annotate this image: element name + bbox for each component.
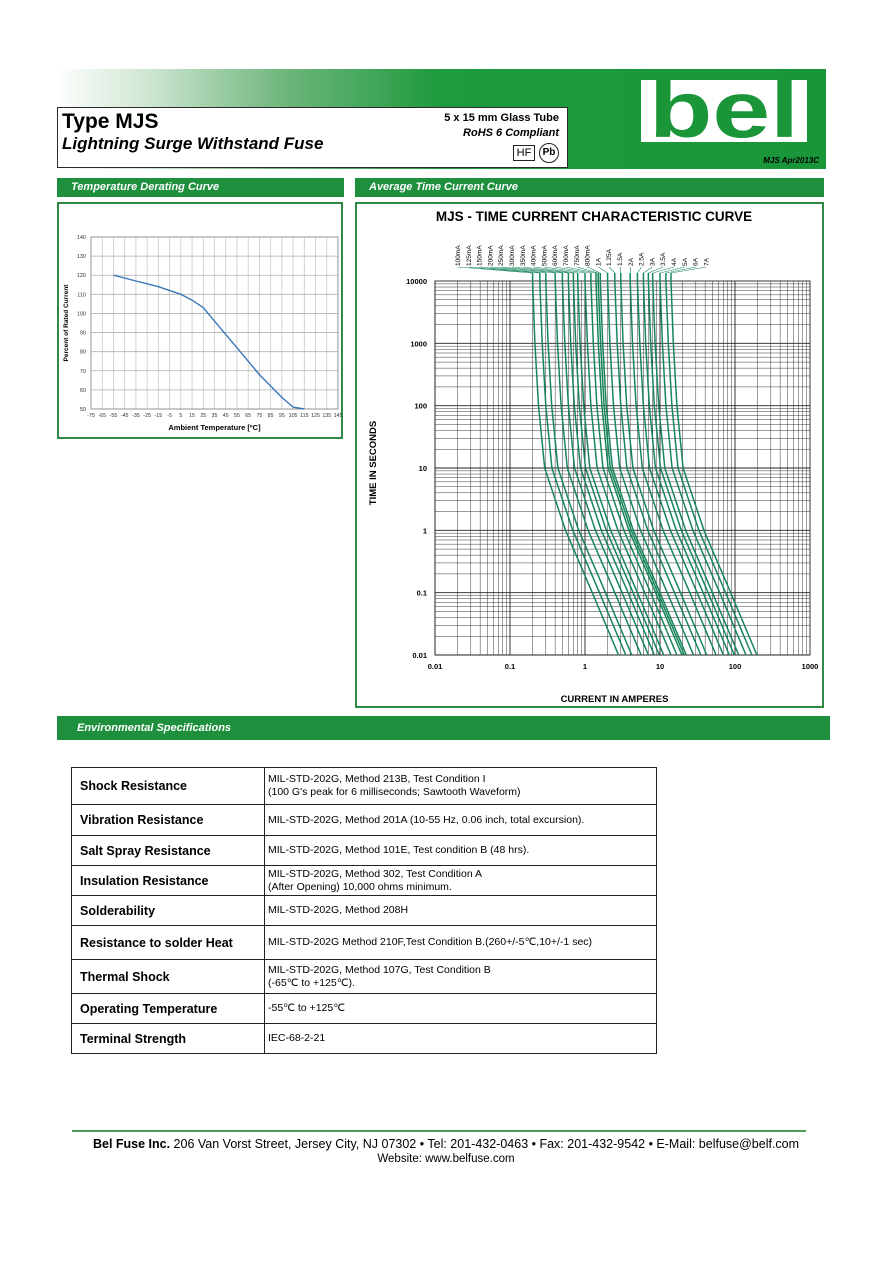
bel-logo-text: bel: [649, 65, 799, 154]
tc-x-tick-label: 10: [655, 662, 665, 671]
spec-value: [265, 896, 657, 926]
tc-rating-label: 300mA: [509, 245, 516, 266]
derating-x-tick-label: 115: [300, 413, 309, 419]
tc-rating-label: 500mA: [541, 245, 549, 266]
spec-name: Terminal Strength: [72, 1024, 265, 1054]
tc-rating-label: 1A: [595, 258, 603, 266]
bel-logo: [641, 65, 807, 154]
spec-name: Solderability: [72, 896, 265, 926]
tc-x-tick-label: 100: [728, 662, 742, 671]
spec-row: [72, 896, 657, 926]
derating-y-tick-label: 80: [79, 349, 86, 356]
tc-rating-label: 800mA: [584, 245, 592, 266]
spec-value-line: IEC-68-2-21: [268, 1032, 326, 1044]
tc-label-leader: [671, 267, 706, 273]
derating-x-tick-label: -25: [143, 413, 151, 419]
spec-value: [265, 960, 657, 994]
spec-value-line: MIL-STD-202G, Method 101E, Test condition B (48 hrs).: [268, 844, 530, 856]
spec-value-line: MIL-STD-202G, Method 107G, Test Condition B: [268, 963, 491, 976]
tc-x-tick-label: 1000: [801, 662, 819, 671]
footer-website[interactable]: Website: www.belfuse.com: [377, 1153, 515, 1165]
spec-value: [265, 836, 657, 866]
spec-value-line: (After Opening) 10,000 ohms minimum.: [268, 880, 452, 893]
spec-row: [72, 926, 657, 960]
tc-label-leader: [620, 267, 621, 273]
rohs-compliance: RoHS 6 Compliant: [463, 127, 559, 139]
derating-y-tick-label: 90: [79, 330, 86, 337]
tc-y-tick-label: 100: [414, 401, 427, 411]
derating-x-tick-label: -75: [87, 413, 95, 419]
tc-y-tick-label: 10: [418, 464, 427, 473]
derating-x-tick-label: -5: [167, 413, 172, 419]
spec-row: [72, 836, 657, 866]
derating-x-tick-label: -45: [120, 413, 129, 419]
tc-rating-label: 250mA: [498, 245, 506, 266]
tc-x-tick-label: 0.1: [504, 662, 516, 671]
tc-label-leader: [609, 267, 615, 273]
tc-y-tick-label: 0.01: [412, 651, 427, 660]
derating-chart-frame: [57, 202, 343, 439]
tc-rating-label: 125mA: [465, 245, 473, 266]
tc-y-tick-label: 0.1: [416, 588, 427, 598]
spec-name: Thermal Shock: [72, 960, 265, 994]
derating-curve: [114, 275, 305, 409]
spec-value-line: MIL-STD-202G, Method 201A (10-55 Hz, 0.06 inch, total excursion).: [268, 813, 585, 826]
tc-y-axis-label: TIME IN SECONDS: [368, 420, 379, 506]
derating-x-tick-label: 55: [234, 413, 240, 419]
tc-curve-3A: [643, 273, 729, 655]
derating-x-tick-label: 65: [245, 413, 252, 419]
footer-company: Bel Fuse Inc.: [92, 1137, 171, 1151]
derating-x-tick-label: 135: [322, 413, 332, 419]
tc-rating-label: 150mA: [476, 245, 484, 266]
derating-x-tick-label: 95: [278, 413, 285, 419]
tc-rating-label: 5A: [681, 258, 689, 266]
tc-label-leader: [630, 267, 631, 273]
tc-rating-label: 1.5A: [617, 252, 624, 266]
tc-rating-label: 3.5A: [660, 252, 668, 266]
spec-value: [265, 805, 657, 836]
tc-rating-label: 6A: [692, 258, 700, 266]
spec-value-line: MIL-STD-202G, Method 213B, Test Condition I: [268, 773, 486, 785]
document-code: MJS Apr2013C: [763, 156, 819, 165]
page-subtitle: Lightning Surge Withstand Fuse: [62, 134, 324, 153]
footer-tel: • Tel: 201-432-0463: [419, 1137, 532, 1151]
spec-value: [265, 866, 657, 896]
spec-row: [72, 866, 657, 896]
derating-x-tick-label: -55: [109, 413, 118, 419]
spec-row: [72, 768, 657, 805]
derating-x-tick-label: 25: [200, 413, 207, 419]
tc-label-leader: [598, 267, 607, 273]
spec-row: [72, 994, 657, 1024]
time-current-chart: [357, 204, 822, 706]
derating-y-tick-label: 50: [79, 407, 86, 413]
tc-rating-label: 700mA: [563, 245, 570, 266]
tc-rating-label: 400mA: [530, 245, 538, 266]
spec-value-line: MIL-STD-202G, Method 208H: [268, 904, 409, 916]
spec-value: [265, 768, 657, 805]
hf-badge: HF: [513, 145, 535, 161]
spec-row: [72, 805, 657, 836]
spec-value-line: (100 G's peak for 6 milliseconds; Sawtooth Waveform): [268, 786, 521, 798]
tc-rating-label: 200mA: [487, 245, 495, 266]
derating-y-axis-label: Percent of Rated Current: [63, 284, 70, 362]
derating-y-tick-label: 100: [76, 311, 86, 318]
spec-name: Shock Resistance: [72, 768, 265, 805]
footer-fax: • Fax: 201-432-9542: [531, 1137, 649, 1151]
spec-value: [265, 1024, 657, 1054]
spec-name: Salt Spray Resistance: [72, 836, 265, 866]
footer-email[interactable]: • E-Mail: belfuse@belf.com: [648, 1137, 800, 1151]
spec-row: [72, 1024, 657, 1054]
section-derating-title: Temperature Derating Curve: [57, 178, 344, 197]
tc-x-tick-label: 0.01: [427, 662, 443, 671]
spec-value-line: -55℃ to +125℃: [268, 1002, 346, 1014]
derating-y-tick-label: 60: [79, 387, 86, 394]
derating-y-tick-label: 70: [79, 368, 86, 375]
tc-rating-label: 1.25A: [606, 249, 614, 266]
derating-x-tick-label: -35: [132, 413, 140, 419]
derating-x-tick-label: 145: [333, 413, 343, 419]
tc-y-tick-label: 1000: [410, 339, 427, 349]
footer-contact: [0, 1137, 892, 1151]
derating-x-tick-label: 75: [256, 413, 263, 419]
footer-address: 206 Van Vorst Street, Jersey City, NJ 07302: [170, 1137, 420, 1151]
tc-y-tick-label: 10000: [406, 277, 427, 286]
derating-chart: [59, 204, 341, 437]
tc-curve-125mA: [540, 273, 626, 655]
derating-x-tick-label: 15: [189, 413, 195, 419]
tc-rating-label: 350mA: [519, 245, 527, 266]
derating-y-tick-label: 110: [77, 292, 86, 299]
tube-spec: 5 x 15 mm Glass Tube: [444, 112, 559, 124]
derating-y-tick-label: 130: [76, 254, 86, 261]
tc-label-leader: [637, 267, 641, 273]
section-environmental-title: Environmental Specifications: [57, 716, 830, 740]
spec-name: Resistance to solder Heat: [72, 926, 265, 960]
tc-rating-label: 2A: [627, 258, 635, 266]
derating-x-tick-label: -15: [154, 413, 163, 419]
derating-x-axis-label: Ambient Temperature [ºC]: [168, 423, 261, 432]
derating-y-tick-label: 140: [76, 235, 86, 241]
spec-value: [265, 926, 657, 960]
tc-x-tick-label: 1: [582, 662, 588, 671]
spec-name: Operating Temperature: [72, 994, 265, 1024]
tc-rating-label: 100mA: [455, 245, 462, 266]
spec-value-line: MIL-STD-202G, Method 302, Test Condition A: [268, 867, 482, 880]
section-time-current-title: Average Time Current Curve: [355, 178, 824, 197]
footer-divider: [72, 1130, 806, 1132]
tc-rating-label: 600mA: [552, 245, 560, 266]
tc-rating-label: 2.5A: [638, 252, 646, 266]
spec-value-line: (-65℃ to +125℃).: [268, 976, 355, 989]
derating-x-tick-label: 5: [179, 413, 183, 419]
derating-x-tick-label: 45: [222, 413, 229, 419]
tc-rating-label: 3A: [649, 258, 657, 266]
tc-rating-label: 4A: [671, 258, 678, 266]
tc-rating-label: 7A: [703, 258, 711, 266]
derating-y-tick-label: 120: [76, 273, 86, 280]
pb-free-badge: Pb: [539, 143, 559, 163]
derating-x-tick-label: -65: [98, 413, 107, 419]
tc-curve-6A: [666, 273, 752, 655]
derating-x-tick-label: 35: [211, 413, 218, 419]
environmental-spec-table: [71, 767, 657, 1054]
tc-rating-label: 750mA: [573, 245, 581, 266]
time-current-title: MJS - TIME CURRENT CHARACTERISTIC CURVE: [435, 209, 753, 224]
derating-x-tick-label: 125: [311, 413, 320, 419]
spec-value: [265, 994, 657, 1024]
spec-name: Insulation Resistance: [72, 866, 265, 896]
tc-x-axis-label: CURRENT IN AMPERES: [560, 694, 669, 705]
title-box: [57, 107, 568, 168]
spec-name: Vibration Resistance: [72, 805, 265, 836]
derating-x-tick-label: 105: [288, 413, 298, 419]
page-title: Type MJS: [62, 110, 159, 133]
time-current-chart-frame: [355, 202, 824, 708]
spec-value-line: MIL-STD-202G Method 210F,Test Condition B.(260+/-5℃,10+/-1 sec): [268, 936, 593, 948]
tc-y-tick-label: 1: [422, 526, 427, 536]
derating-x-tick-label: 85: [267, 413, 274, 419]
spec-row: [72, 960, 657, 994]
